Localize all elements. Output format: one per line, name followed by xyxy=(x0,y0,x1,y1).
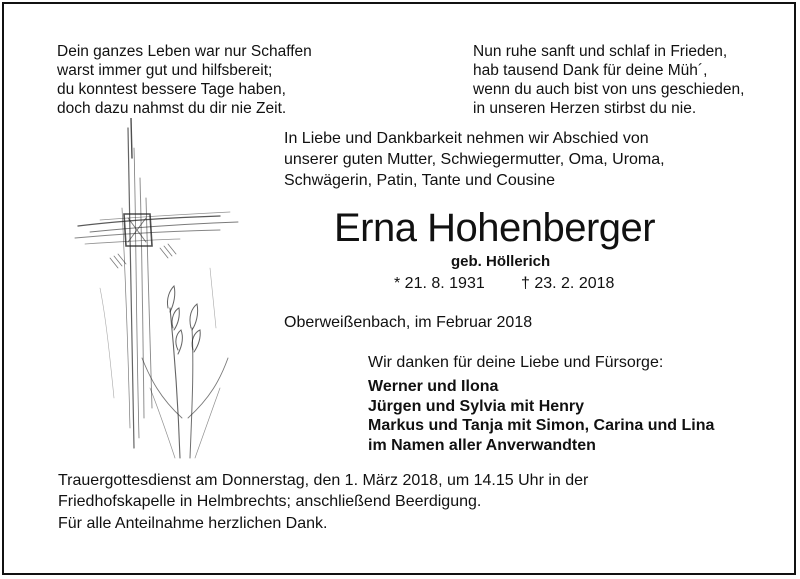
service-line: Friedhofskapelle in Helmbrechts; anschließend Beerdigung. xyxy=(58,493,482,510)
intro-line: In Liebe und Dankbarkeit nehmen wir Abschied von xyxy=(284,130,649,147)
family-list xyxy=(368,377,714,455)
poem-line: doch dazu nahmst du dir nie Zeit. xyxy=(57,100,287,117)
closing-thanks: Für alle Anteilnahme herzlichen Dank. xyxy=(58,515,328,532)
family-line: Werner und Ilona xyxy=(368,378,499,395)
service-info xyxy=(58,470,588,512)
poem-line: hab tausend Dank für deine Müh´, xyxy=(473,62,708,79)
poem-right xyxy=(473,42,744,118)
birth-date: * 21. 8. 1931 xyxy=(394,275,485,292)
poem-line: warst immer gut und hilfsbereit; xyxy=(57,62,273,79)
service-line: Trauergottesdienst am Donnerstag, den 1. März 2018, um 14.15 Uhr in der xyxy=(58,472,589,489)
intro-line: Schwägerin, Patin, Tante und Cousine xyxy=(284,172,555,189)
sketched-cross-image xyxy=(70,118,250,468)
poem-line: wenn du auch bist von uns geschieden, xyxy=(473,81,745,98)
intro-text xyxy=(284,128,665,191)
birth-name: geb. Höllerich xyxy=(451,253,551,270)
poem-line: Nun ruhe sanft und schlaf in Frieden, xyxy=(473,43,728,60)
intro-line: unserer guten Mutter, Schwiegermutter, Oma, Uroma, xyxy=(284,151,665,168)
thanks-line: Wir danken für deine Liebe und Fürsorge: xyxy=(368,354,664,371)
family-line: Markus und Tanja mit Simon, Carina und Lina xyxy=(368,417,715,434)
family-line: im Namen aller Anverwandten xyxy=(368,436,596,454)
place-date: Oberweißenbach, im Februar 2018 xyxy=(284,314,533,331)
family-line: Jürgen und Sylvia mit Henry xyxy=(368,397,585,415)
poem-line: du konntest bessere Tage haben, xyxy=(57,81,286,98)
poem-left xyxy=(57,42,312,118)
death-date: † 23. 2. 2018 xyxy=(521,275,615,292)
poem-line: in unseren Herzen stirbst du nie. xyxy=(473,100,697,117)
deceased-name: Erna Hohenberger xyxy=(334,206,656,250)
poem-line: Dein ganzes Leben war nur Schaffen xyxy=(57,43,312,60)
